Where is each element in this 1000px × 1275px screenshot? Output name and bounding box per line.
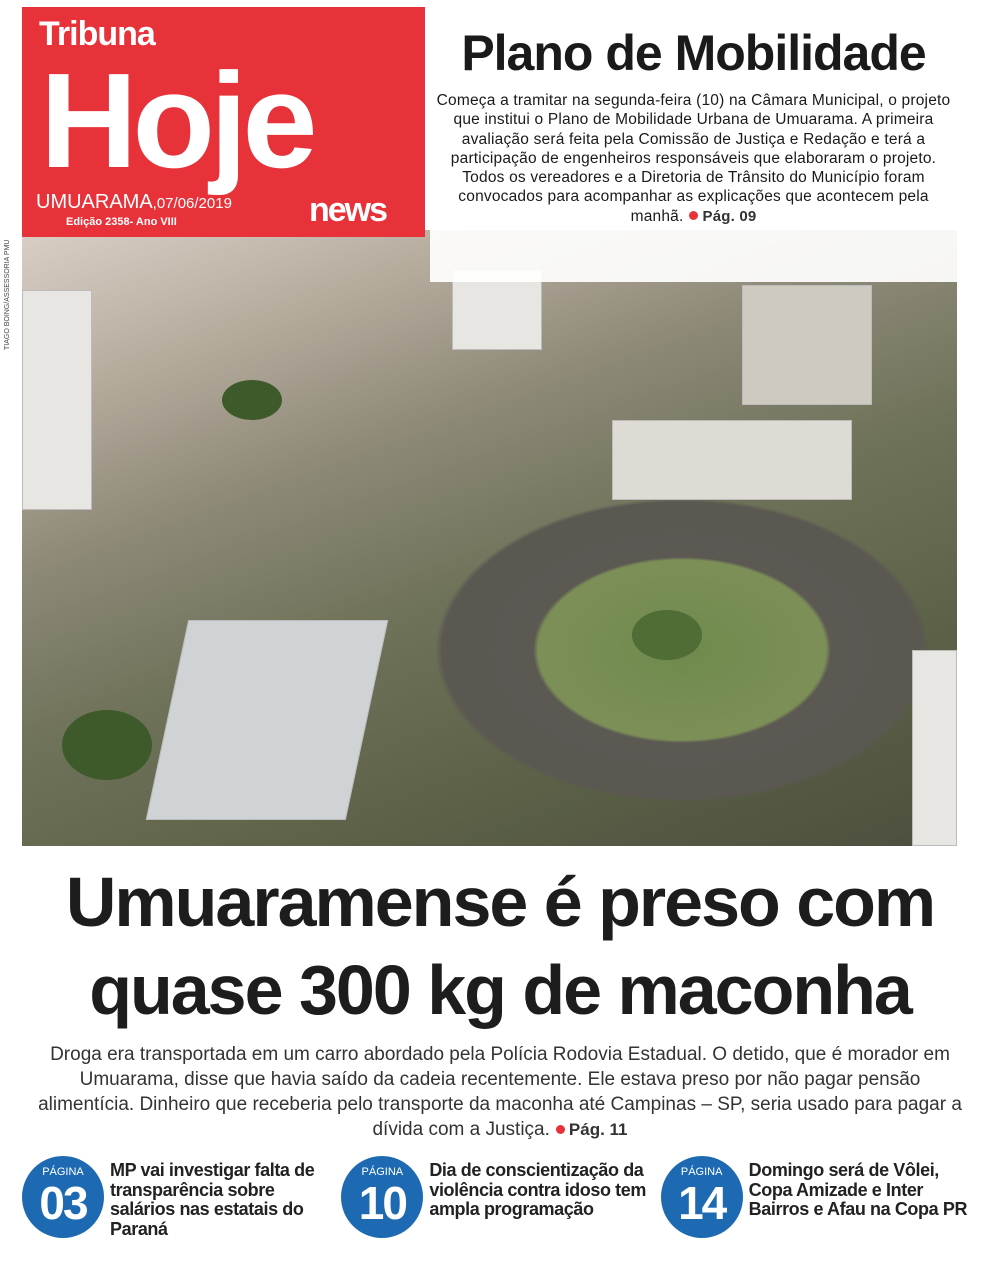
teaser[interactable]: [341, 1156, 660, 1239]
city: UMUARAMA: [36, 191, 153, 213]
page-label: PÁGINA: [361, 1166, 404, 1178]
top-story-text: Começa a tramitar na segunda-feira (10) na Câmara Municipal, o projeto que institui o Plano de Mobilidade Urbana de Umuarama. A primeira avaliação será feita pela Comissão de Justiça e Redação e terá a participação de engenheiros responsáveis que elaboraram o projeto. Todos os vereadores e a Diretoria de Trânsito do Município foram convocados para acompanhar as explicações que acontecem pela manhã.: [436, 92, 951, 225]
main-story-body: [20, 1042, 980, 1142]
page-badge: [22, 1156, 104, 1238]
main-story: [20, 858, 980, 1239]
main-story-text: Droga era transportada em um carro abordado pela Polícia Rodovia Estadual. O detido, que é morador em Umuarama, disse que havia saído da cadeia recentemente. Ele estava preso por não pagar pensão alimentícia. Dinheiro que receberia pelo transporte da maconha até Campinas – SP, seria usado para pagar a dívida com a Justiça.: [38, 1044, 962, 1140]
top-story: [430, 7, 957, 282]
teasers: [20, 1156, 980, 1239]
logo-tribuna: Tribuna: [39, 15, 155, 53]
teaser-text: Domingo será de Vôlei, Copa Amizade e Inter Bairros e Afau na Copa PR: [748, 1160, 968, 1219]
city-date: [36, 191, 232, 215]
page-number: 14: [678, 1177, 726, 1229]
page-number: 10: [358, 1177, 406, 1229]
page-number: 03: [39, 1177, 87, 1229]
main-headline-line1: Umuaramense é preso com: [65, 863, 935, 941]
bullet-icon: [556, 1125, 565, 1134]
photo-credit: TIAGO BOING/ASSESSORIA PMU: [4, 239, 11, 350]
page-ref: Pág. 09: [702, 207, 757, 225]
logo-hoje: Hoje: [40, 45, 313, 196]
top-story-headline: Plano de Mobilidade: [461, 25, 926, 81]
teaser[interactable]: [661, 1156, 980, 1239]
aerial-city-photo: [22, 230, 957, 846]
date: ,07/06/2019: [152, 195, 232, 212]
teaser-text: Dia de conscientização da violência contra idoso tem ampla programação: [429, 1160, 646, 1219]
bullet-icon: [689, 211, 698, 220]
teaser-text: MP vai investigar falta de transparência sobre salários nas estatais do Paraná: [110, 1160, 315, 1239]
masthead: [22, 7, 425, 237]
top-story-body: [430, 91, 957, 226]
page-badge: [341, 1156, 423, 1238]
main-headline-line2: quase 300 kg de maconha: [89, 951, 911, 1029]
page-label: PÁGINA: [680, 1166, 723, 1178]
edition: Edição 2358- Ano VIII: [66, 216, 177, 228]
page-badge: [661, 1156, 743, 1238]
teaser[interactable]: [22, 1156, 341, 1239]
page-label: PÁGINA: [42, 1166, 84, 1178]
page-ref: Pág. 11: [568, 1120, 628, 1139]
logo-news: news: [309, 191, 387, 229]
